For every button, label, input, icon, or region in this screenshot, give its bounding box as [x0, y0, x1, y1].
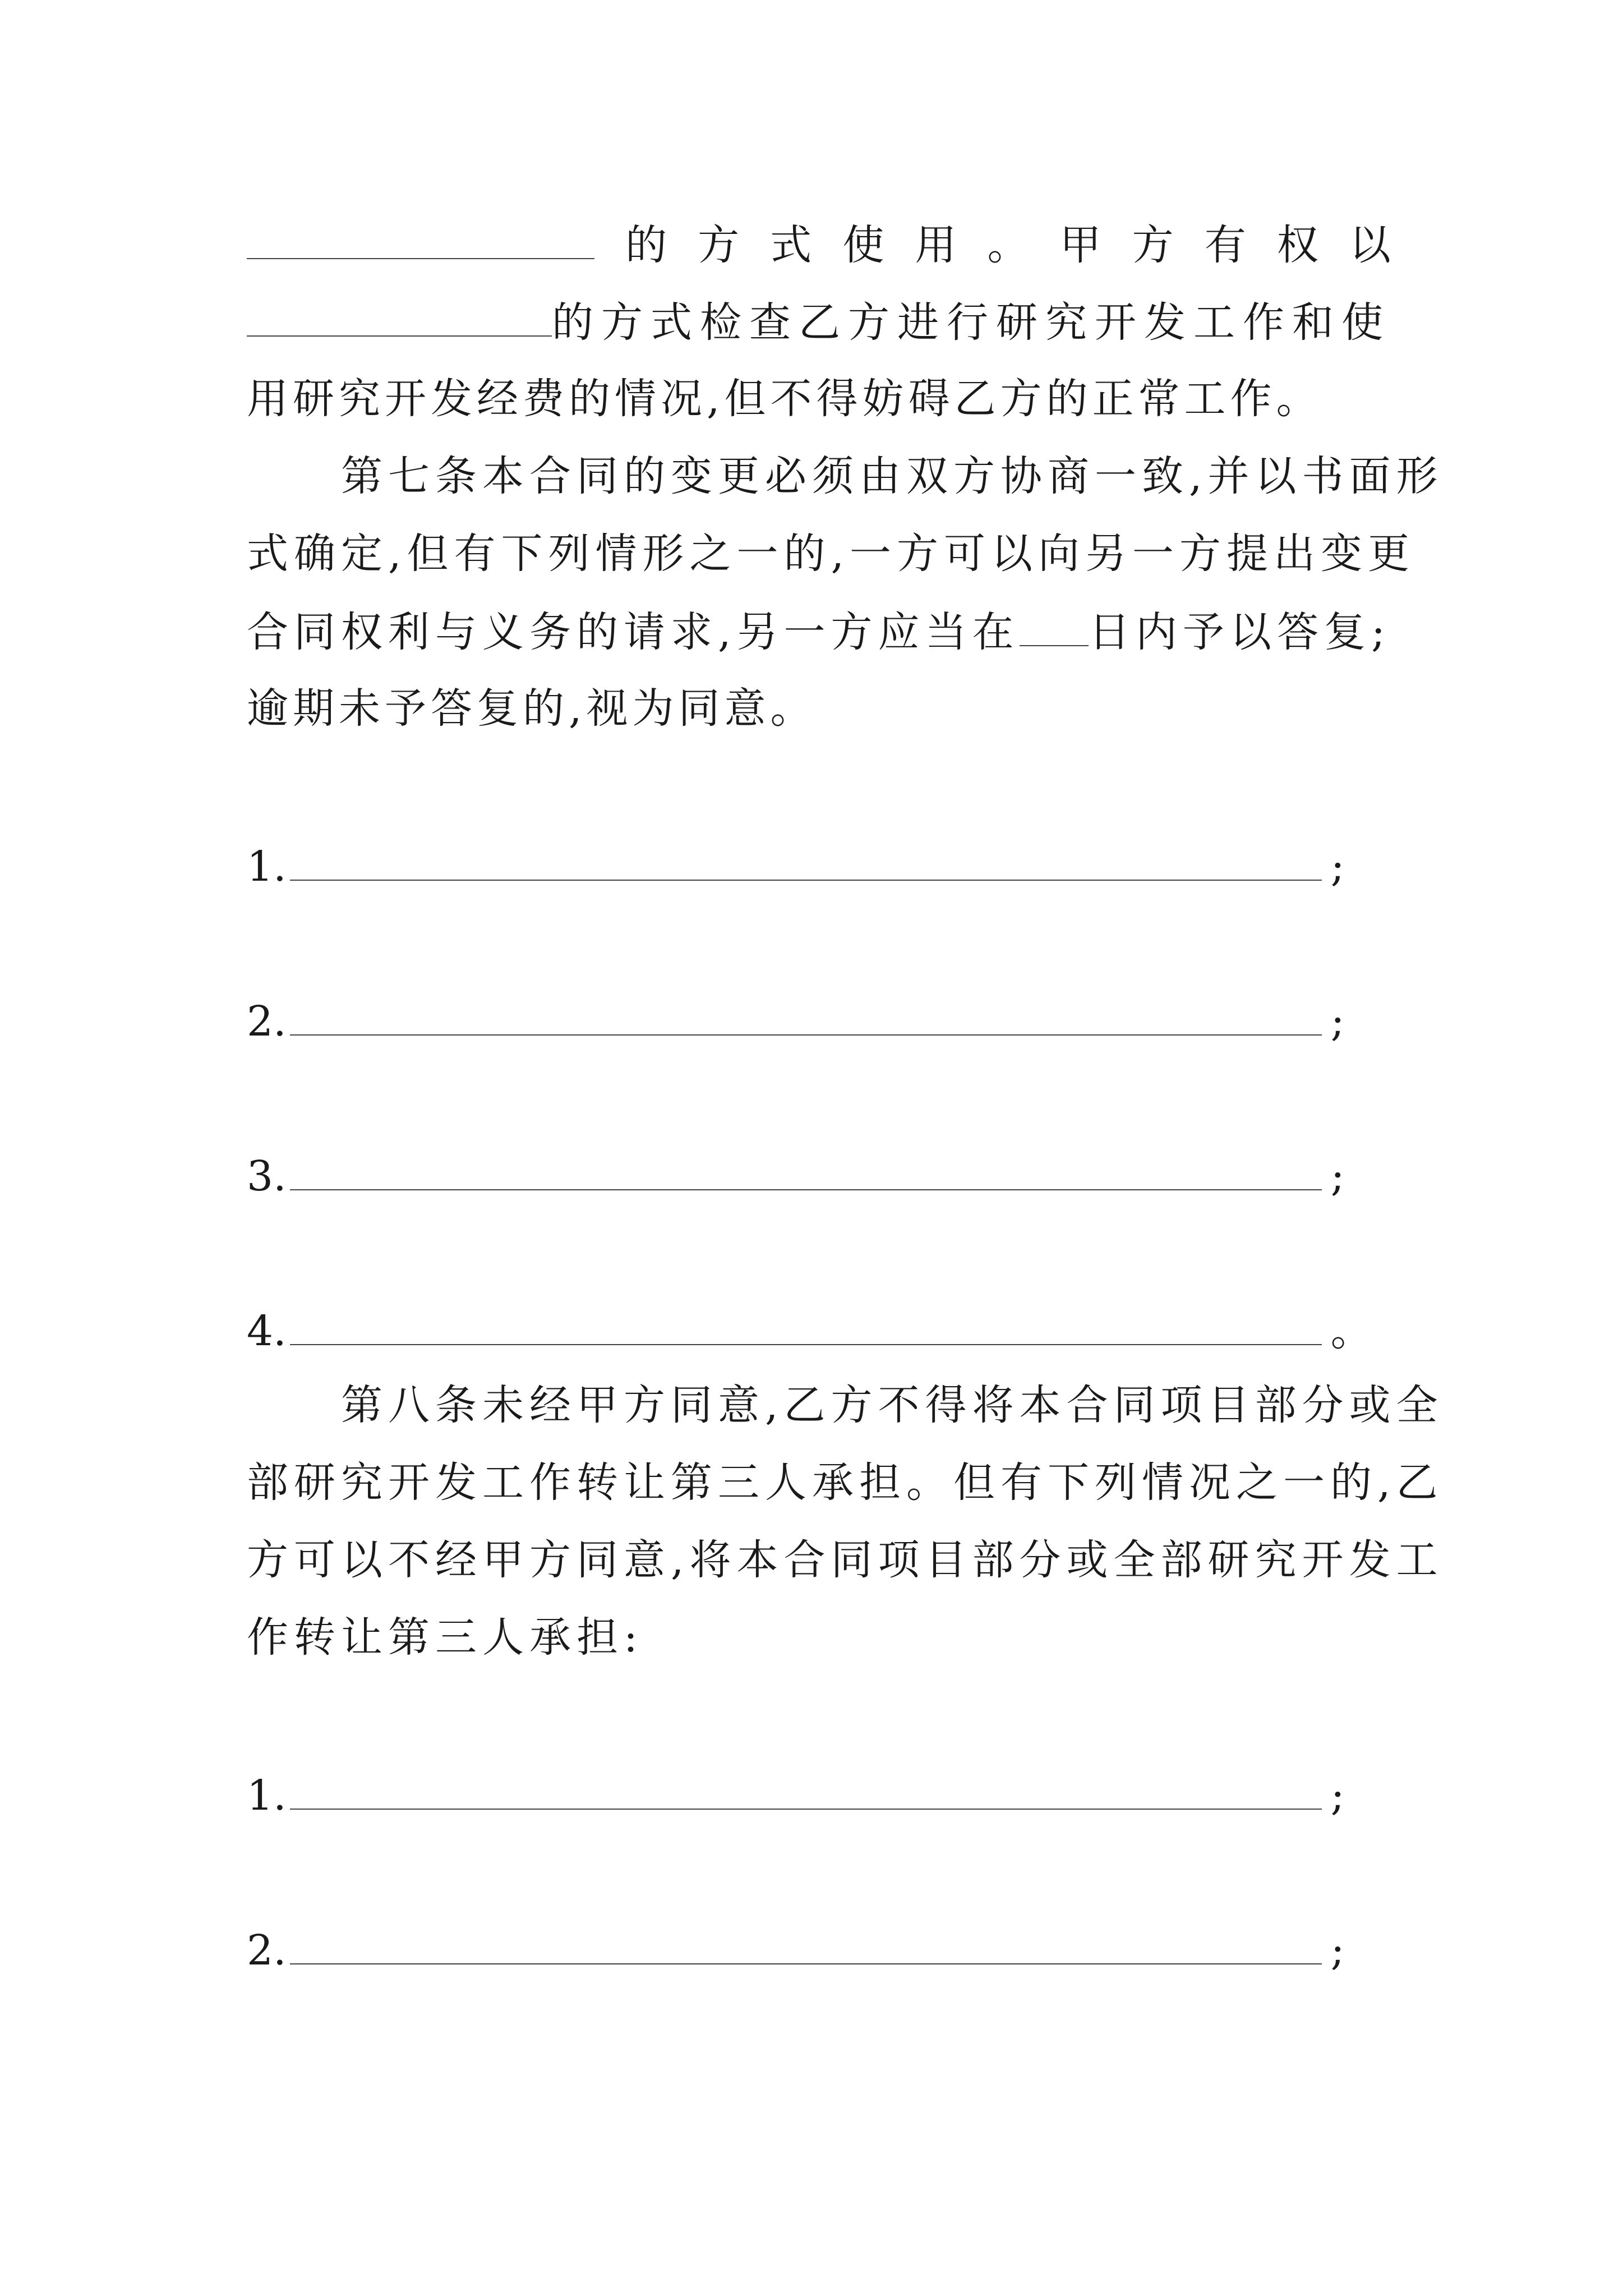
item-number: 4. [247, 1307, 287, 1355]
paragraph-text: 的方式检查乙方进行研究开发工作和使 [552, 298, 1391, 347]
item-end-mark: ; [1330, 997, 1345, 1046]
item-end-mark: ; [1330, 1926, 1345, 1975]
article7-line4 [247, 678, 1391, 739]
char: 方 [1132, 221, 1174, 269]
item-end-mark: 。 [1330, 1307, 1372, 1355]
char: 用 [915, 221, 957, 269]
char: 甲 [1059, 221, 1101, 269]
paragraph-text: 日内予以答复; [1089, 608, 1391, 656]
item-end-mark: ; [1330, 1152, 1345, 1200]
fill-blank[interactable] [247, 291, 552, 337]
char: 的 [625, 221, 667, 269]
article8-line4 [247, 1607, 1391, 1668]
item-number: 1. [247, 1772, 287, 1820]
char: 权 [1276, 221, 1318, 269]
fill-blank[interactable] [247, 213, 594, 259]
item-number: 3. [247, 1152, 287, 1200]
item-blank[interactable] [290, 1297, 1322, 1345]
item-end-mark: ; [1330, 843, 1345, 891]
paragraph-text: 第八条未经甲方同意,乙方不得将本合同项目部分或全 [341, 1381, 1444, 1429]
paragraph-text: 部研究开发工作转让第三人承担。但有下列情况之一的,乙 [247, 1458, 1444, 1507]
article8-item-2 [247, 1916, 1391, 1978]
article8-item-1 [247, 1761, 1391, 1823]
paragraph-text: 合同权利与义务的请求,另一方应当在 [247, 608, 1020, 656]
article7-item-1 [247, 832, 1391, 894]
paragraph-text: 方可以不经甲方同意,将本合同项目部分或全部研究开发工 [247, 1536, 1444, 1584]
paragraph-text: 式确定,但有下列情形之一的,一方可以向另一方提出变更 [247, 530, 1415, 578]
item-blank[interactable] [290, 987, 1322, 1036]
char: 使 [842, 221, 884, 269]
item-number: 2. [247, 1926, 287, 1975]
article7-item-4 [247, 1297, 1391, 1359]
item-blank[interactable] [290, 1761, 1322, 1810]
item-blank[interactable] [290, 1142, 1322, 1190]
paragraph-text: 作转让第三人承担: [247, 1613, 643, 1662]
char: 方 [698, 221, 740, 269]
article7-line3 [247, 600, 1391, 662]
paragraph-text: 第七条本合同的变更必须由双方协商一致,并以书面形 [341, 452, 1444, 500]
days-blank[interactable] [1020, 600, 1089, 646]
paragraph1-line2 [247, 291, 1391, 352]
item-blank[interactable] [290, 1916, 1322, 1964]
char: 有 [1204, 221, 1246, 269]
article7-line1 [247, 445, 1444, 507]
item-blank[interactable] [290, 832, 1322, 881]
article7-line2 [247, 523, 1415, 585]
paragraph-text: 逾期未予答复的,视为同意。 [247, 684, 817, 733]
paragraph-text: 用研究开发经费的情况,但不得妨碍乙方的正常工作。 [247, 375, 1322, 423]
article8-line1 [247, 1374, 1444, 1436]
item-number: 1. [247, 843, 287, 891]
char: 以 [1349, 221, 1391, 269]
char: 。 [987, 221, 1029, 269]
item-number: 2. [247, 997, 287, 1046]
paragraph1-line1 [247, 213, 1391, 275]
item-end-mark: ; [1330, 1772, 1345, 1820]
article7-item-3 [247, 1142, 1391, 1204]
char: 式 [770, 221, 812, 269]
article8-line3 [247, 1529, 1444, 1591]
article7-item-2 [247, 987, 1391, 1049]
paragraph1-line3 [247, 368, 1391, 430]
article8-line2 [247, 1452, 1444, 1513]
